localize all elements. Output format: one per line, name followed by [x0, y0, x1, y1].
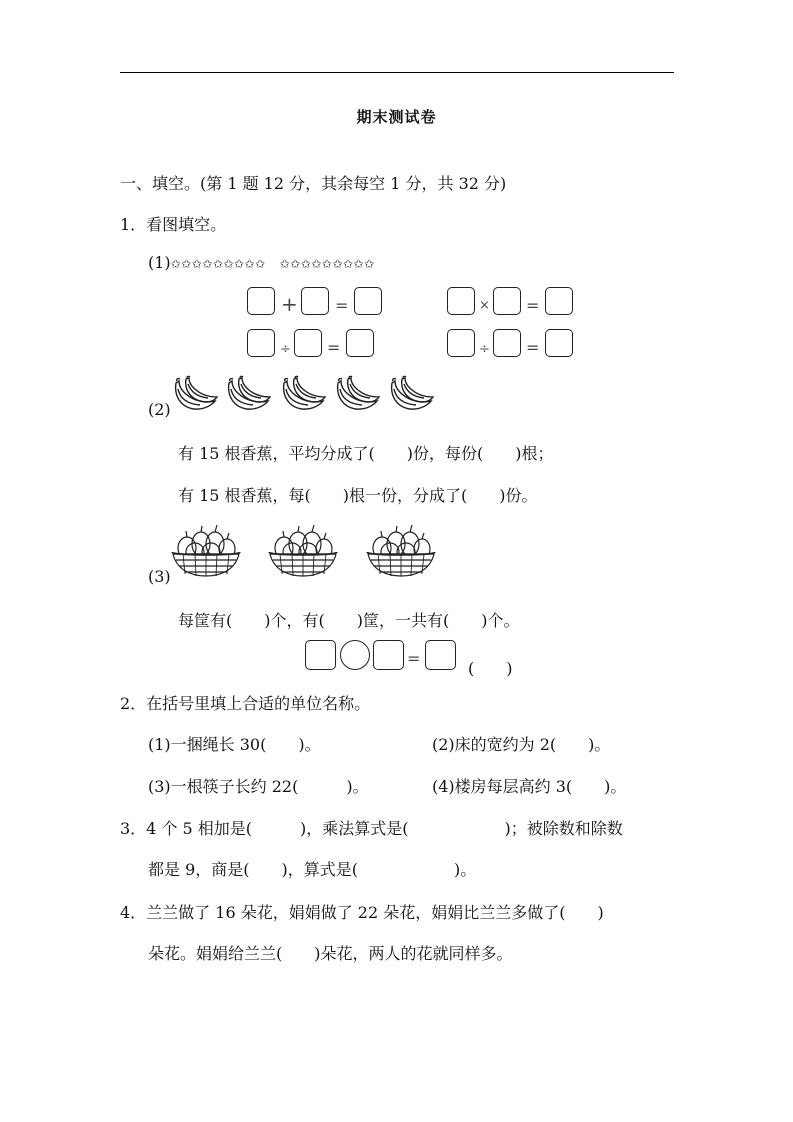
equals-sign: = [526, 338, 540, 357]
banana-bunch-icon [334, 375, 380, 419]
divide-sign: ÷ [280, 342, 291, 357]
plus-sign: + [281, 292, 298, 316]
answer-box[interactable] [301, 287, 329, 315]
page-title: 期末测试卷 [356, 108, 437, 126]
times-sign: × [479, 298, 490, 313]
q1-p3-label: (3) [148, 567, 171, 586]
answer-box[interactable] [545, 329, 573, 357]
unit-paren: ( ) [468, 659, 513, 678]
q1-p2-line1: 有 15 根香蕉，平均分成了( )份，每份( )根； [178, 444, 554, 463]
top-rule [120, 72, 674, 73]
answer-box[interactable] [247, 329, 275, 357]
answer-box[interactable] [247, 287, 275, 315]
q2-item-1: (1)一捆绳长 30( )。 [148, 735, 321, 754]
q1-p3-line1: 每筐有( )个，有( )筐，一共有( )个。 [178, 611, 520, 630]
fruit-basket-icon [366, 522, 436, 582]
fruit-basket-icon [171, 522, 241, 582]
banana-bunch-icon [225, 375, 271, 419]
q3-line2: 都是 9，商是( )，算式是( )。 [148, 860, 477, 879]
answer-box[interactable] [447, 287, 475, 315]
operator-circle[interactable] [340, 640, 370, 670]
answer-box[interactable] [447, 329, 475, 357]
q1-p1-row [148, 253, 375, 272]
answer-box[interactable] [305, 640, 336, 670]
q1-label: 1．看图填空。 [120, 215, 227, 234]
equals-sign: = [327, 338, 341, 357]
answer-box[interactable] [346, 329, 374, 357]
q2-item-3: (3)一根筷子长约 22( )。 [148, 777, 369, 796]
answer-box[interactable] [373, 640, 404, 670]
q2-item-2: (2)床的宽约为 2( )。 [432, 735, 611, 754]
answer-box[interactable] [493, 329, 521, 357]
q2-label: 2．在括号里填上合适的单位名称。 [120, 694, 371, 713]
fruit-basket-icon [268, 522, 338, 582]
q2-item-4: (4)楼房每层高约 3( )。 [432, 777, 627, 796]
banana-bunch-icon [388, 375, 434, 419]
banana-bunch-icon [172, 375, 218, 419]
q1-p1-label: (1) [148, 253, 171, 272]
answer-box[interactable] [545, 287, 573, 315]
answer-box[interactable] [354, 287, 382, 315]
divide-sign: ÷ [479, 342, 490, 357]
equals-sign: = [407, 649, 421, 668]
q1-p2-line2: 有 15 根香蕉，每( )根一份，分成了( )份。 [178, 486, 538, 505]
banana-bunch-icon [280, 375, 326, 419]
equals-sign: = [335, 296, 349, 315]
q1-p2-label: (2) [148, 400, 171, 419]
answer-box[interactable] [493, 287, 521, 315]
star-group-2: ✩✩✩✩✩✩✩✩✩ [279, 257, 375, 271]
q3-line1: 3．4 个 5 相加是( )，乘法算式是( )；被除数和除数 [120, 819, 623, 838]
section-heading: 一、填空。(第 1 题 12 分，其余每空 1 分，共 32 分) [120, 174, 507, 193]
equals-sign: = [526, 296, 540, 315]
answer-box[interactable] [425, 640, 456, 670]
answer-box[interactable] [294, 329, 322, 357]
q4-line2: 朵花。娟娟给兰兰( )朵花，两人的花就同样多。 [148, 944, 513, 963]
q4-line1: 4．兰兰做了 16 朵花，娟娟做了 22 朵花，娟娟比兰兰多做了( ) [120, 903, 604, 922]
star-group-1: ✩✩✩✩✩✩✩✩✩ [170, 257, 266, 271]
